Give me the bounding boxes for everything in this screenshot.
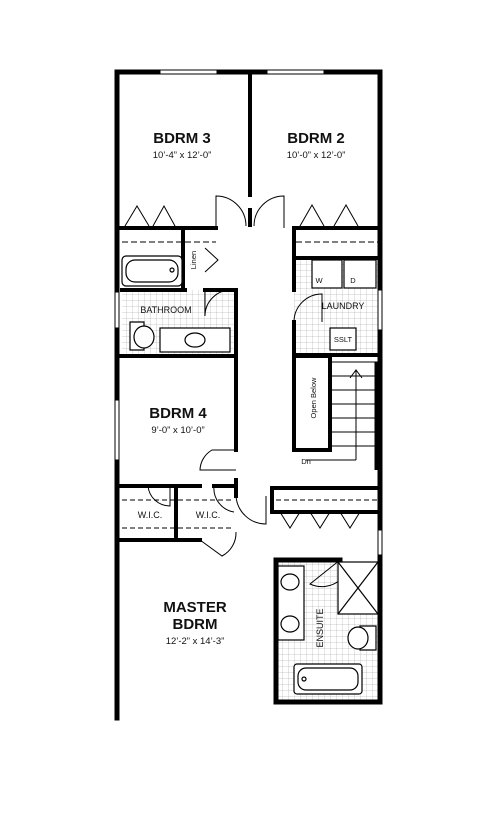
wic-right-label: W.I.C.	[195, 510, 221, 520]
master-name-line2: BDRM	[172, 616, 218, 633]
linen-label: Linen	[189, 250, 198, 270]
bathroom-label: BATHROOM	[140, 305, 192, 315]
laundry-label: LAUNDRY	[321, 301, 365, 311]
master-name-line1: MASTER	[163, 599, 227, 616]
washer-label: W	[315, 276, 323, 285]
bdrm4-name: BDRM 4	[149, 405, 207, 422]
dryer-label: D	[350, 276, 356, 285]
bdrm2-name: BDRM 2	[287, 130, 345, 147]
master-dims: 12’-2” x 14’-3”	[165, 636, 225, 647]
bdrm3-name: BDRM 3	[153, 130, 211, 147]
ensuite-label: ENSUITE	[315, 608, 325, 648]
bdrm3-dims: 10’-4” x 12’-0”	[152, 150, 212, 161]
bdrm2-dims: 10’-0” x 12’-0”	[286, 150, 346, 161]
down-label: Dn	[301, 457, 311, 466]
sslt-label: SSLT	[333, 335, 353, 344]
open-below-label: Open Below	[309, 377, 318, 419]
stairs	[294, 356, 382, 470]
wic-left-label: W.I.C.	[137, 510, 163, 520]
bdrm4-dims: 9’-0” x 10’-0”	[151, 425, 205, 436]
